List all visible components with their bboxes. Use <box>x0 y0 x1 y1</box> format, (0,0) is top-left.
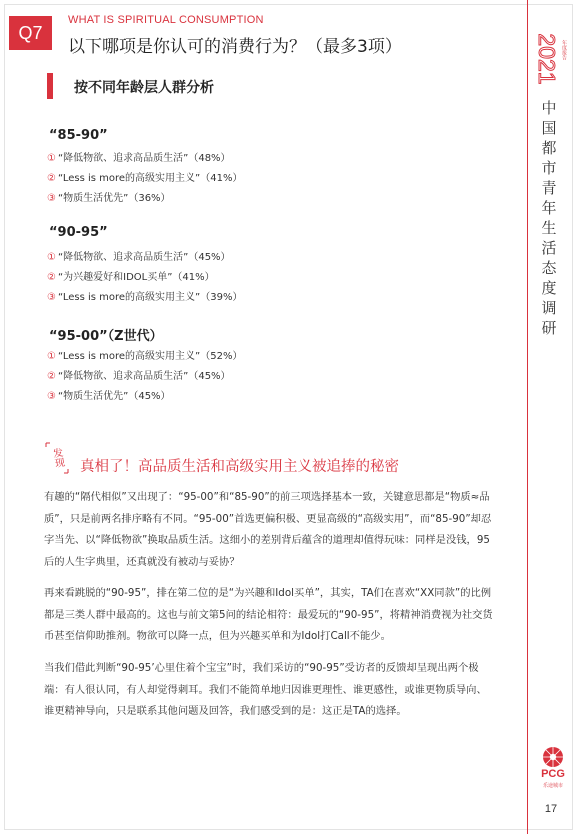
item-text: “物质生活优先”（36%） <box>57 193 171 204</box>
question-badge: Q7 <box>9 16 52 50</box>
logo-text: PCG <box>541 768 565 780</box>
paragraph: 有趣的“隔代相似”又出现了：“95-00”和“85-90”的前三项选择基本一致，关键意思都是“物质≈品质”，只是前两名排序略有不同。“95-00”首选更偏积极、更显高级的“高级实用”，而“85-90”却忍字当先、以“降低物欲”换取品质生活。这细小的差别背后蕴含的道理却值得玩味：同样是没钱，95后的人生字典里，还真就没有被动与妥协？ <box>44 491 492 568</box>
question-title: 以下哪项是你认可的消费行为？（最多3项） <box>68 37 402 57</box>
discover-tag-text: 发现 <box>49 447 65 469</box>
item-number: ② <box>47 173 56 184</box>
item-number: ③ <box>47 292 56 303</box>
section-title: 按不同年龄层人群分析 <box>74 80 214 96</box>
page-number: 17 <box>544 803 558 815</box>
group-title-85-90: “85-90” <box>49 128 108 143</box>
list-item <box>47 149 231 164</box>
discover-tag <box>44 441 70 475</box>
list-item <box>47 288 242 303</box>
section-marker <box>47 73 53 99</box>
sidebar-divider <box>527 0 528 834</box>
brand-logo-icon <box>541 746 565 768</box>
item-number: ③ <box>47 193 56 204</box>
list-item <box>47 189 171 204</box>
item-number: ① <box>47 252 56 263</box>
list-item <box>47 169 242 184</box>
group-title-90-95: “90-95” <box>49 225 108 240</box>
question-subtitle: WHAT IS SPIRITUAL CONSUMPTION <box>68 14 264 26</box>
item-text: “Less is more的高级实用主义”（41%） <box>57 173 243 184</box>
item-text: “降低物欲、追求高品质生活”（48%） <box>57 153 231 164</box>
highlight-title: 真相了！高品质生活和高级实用主义被追捧的秘密 <box>80 459 399 475</box>
item-text: “降低物欲、追求高品质生活”（45%） <box>57 371 231 382</box>
item-text: “为兴趣爱好和IDOL买单”（41%） <box>57 272 215 283</box>
item-number: ② <box>47 371 56 382</box>
paragraph: 再来看跳脱的“90-95”，排在第二位的是“为兴趣和Idol买单”，其实，TA们在喜欢“XX同款”的比例都是三类人群中最高的。这也与前文第5问的结论相符：最爱玩的“90-95”，将精神消费视为社交货币甚至信仰助推剂。物欲可以降一点，但为兴趣买单和为Idol打Call不能少。 <box>44 587 493 642</box>
list-item <box>47 387 171 402</box>
list-item <box>47 347 242 362</box>
list-item <box>47 248 231 263</box>
group-title-95-00: “95-00”（Z世代） <box>49 329 163 344</box>
logo-subtext: 乐途城市 <box>542 783 563 789</box>
item-text: “Less is more的高级实用主义”（39%） <box>57 292 243 303</box>
report-title: 中国都市青年生活态度调研 <box>541 99 557 337</box>
list-item <box>47 367 231 382</box>
item-number: ② <box>47 272 56 283</box>
item-text: “物质生活优先”（45%） <box>57 391 171 402</box>
paragraph: 当我们借此判断“90-95’心里住着个宝宝”时，我们采访的“90-95”受访者的反馈却呈现出两个极端：有人很认同，有人却觉得刺耳。我们不能简单地归因谁更理性、谁更感性，或谁更物质导向、谁更精神导向，只是联系其他问题及回答，我们感受到的是：这正是TA的选择。 <box>44 662 487 717</box>
item-number: ③ <box>47 391 56 402</box>
item-number: ① <box>47 351 56 362</box>
item-text: “Less is more的高级实用主义”（52%） <box>57 351 243 362</box>
year-text: 2021 <box>534 33 560 85</box>
year-small-label: 年度报告 <box>561 40 567 60</box>
item-text: “降低物欲、追求高品质生活”（45%） <box>57 252 231 263</box>
list-item <box>47 268 215 283</box>
item-number: ① <box>47 153 56 164</box>
year-label <box>533 30 561 88</box>
